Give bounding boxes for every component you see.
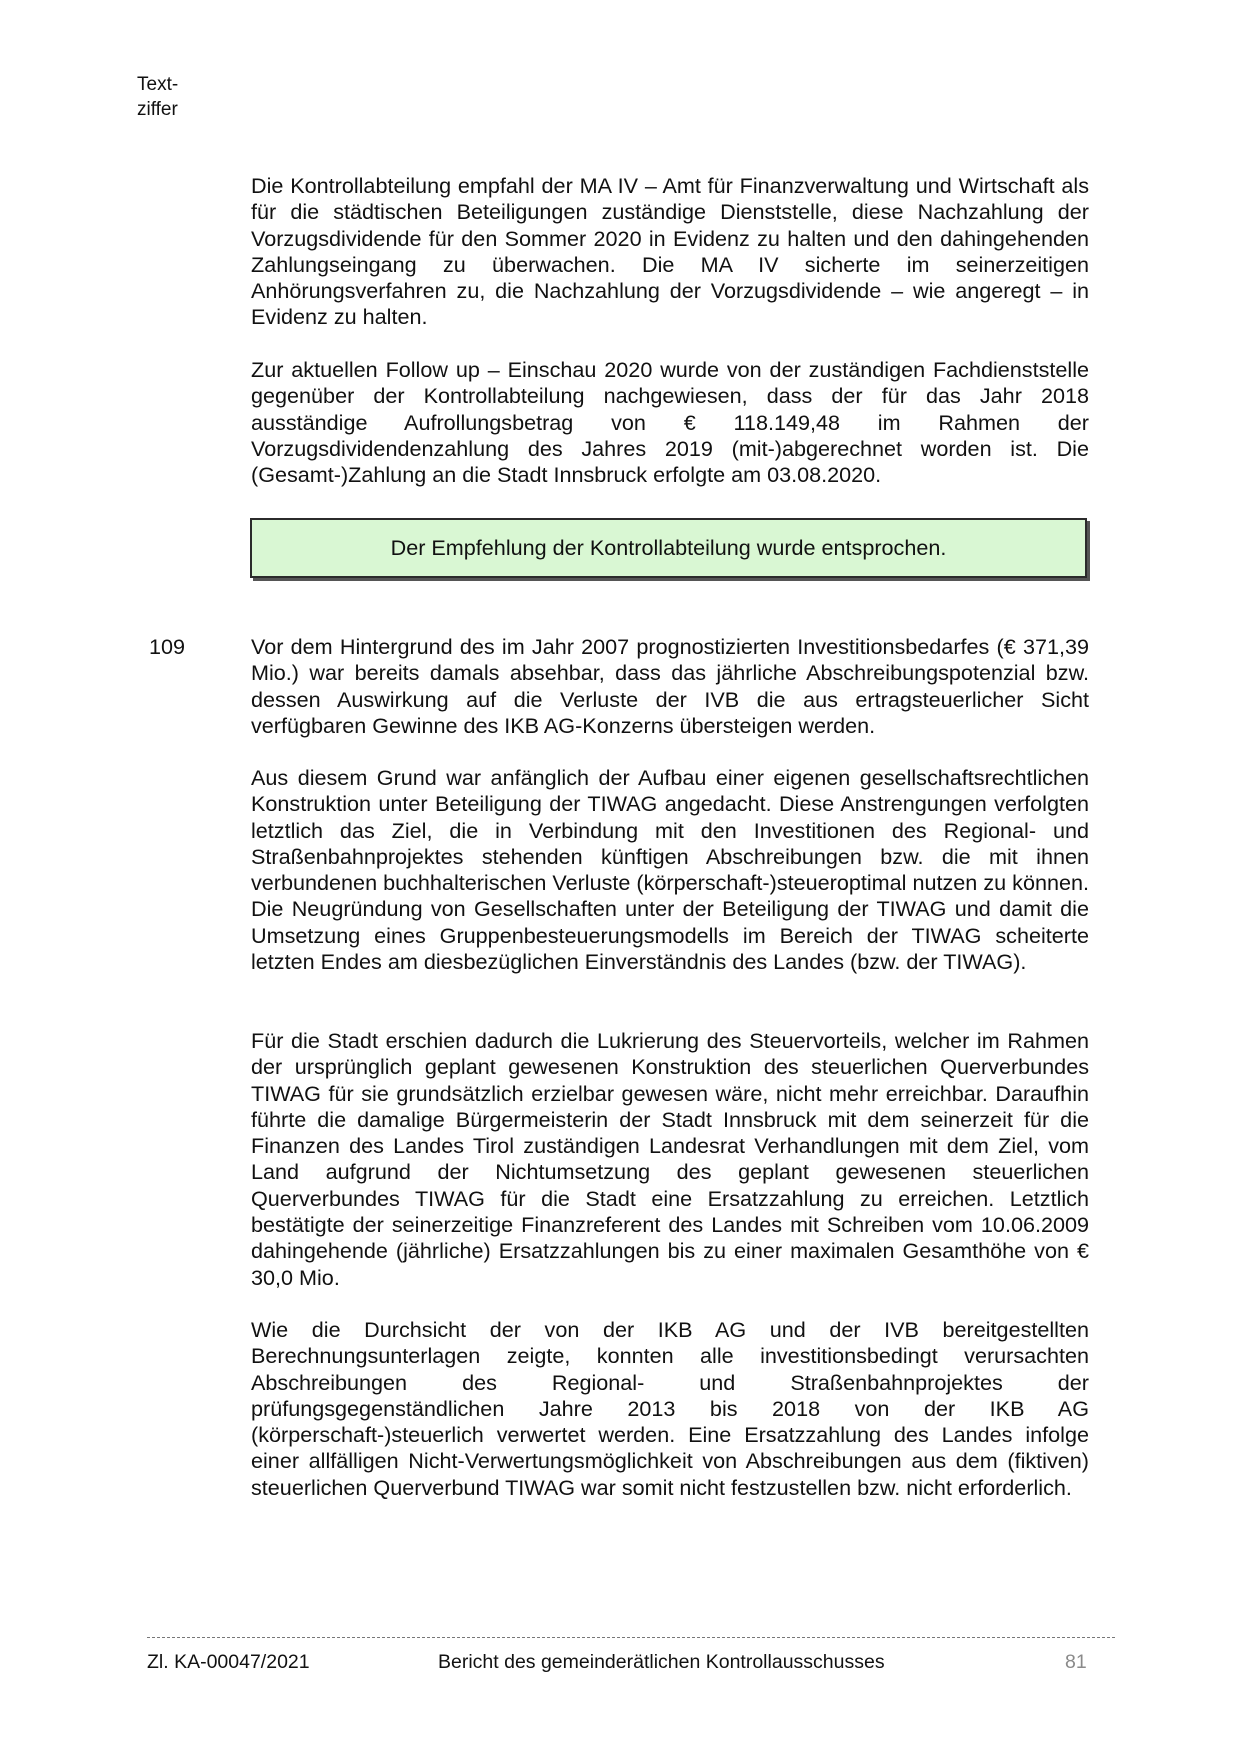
- paragraph-recommendation: Die Kontrollabteilung empfahl der MA IV – Amt für Finanzverwaltung und Wirtschaft als für die städtischen Beteiligungen zuständige Dienststelle, diese Nachzahlung der Vorzugsdividende für den Sommer 2020 in Evidenz zu halten und den dahingehenden Zahlungseingang zu überwachen. Die MA IV sicherte im seinerzeitigen Anhörungsverfahren zu, die Nachzahlung der Vorzugsdividende – wie angeregt – in Evidenz zu halten.: [251, 173, 1089, 330]
- footer-divider: [147, 1637, 1115, 1638]
- paragraph-compensation-payment: Für die Stadt erschien dadurch die Lukrierung des Steuervorteils, welcher im Rahmen der ursprünglich geplant gewesenen Konstruktion des steuerlichen Querverbundes TIWAG für sie grundsätzlich erzielbar gewesen wäre, nicht mehr erreichbar. Daraufhin führte die damalige Bürgermeisterin der Stadt Innsbruck mit dem seinerzeit für die Finanzen des Landes Tirol zuständigen Landesrat Verhandlungen mit dem Ziel, vom Land aufgrund der Nichtumsetzung des geplant gewesenen steuerlichen Querverbundes TIWAG für die Stadt eine Ersatzzahlung zu erreichen. Letztlich bestätigte der seinerzeitige Finanzreferent des Landes mit Schreiben vom 10.06.2009 dahingehende (jährliche) Ersatzzahlungen bis zu einer maximalen Gesamthöhe von € 30,0 Mio.: [251, 1028, 1089, 1290]
- recommendation-status-box: [250, 518, 1087, 578]
- footer-page-number: 81: [1065, 1651, 1087, 1673]
- footer-reference: Zl. KA-00047/2021: [147, 1651, 310, 1673]
- paragraph-review-result: Wie die Durchsicht der von der IKB AG und der IVB bereitgestellten Berechnungsunterlagen zeigte, konnten alle investitionsbedingt verursachten Abschreibungen des Regional- und Straßenbahnprojektes der prüfungsgegenständlichen Jahre 2013 bis 2018 von der IKB AG (körperschaft-)steuerlich verwertet werden. Eine Ersatzzahlung des Landes infolge einer allfälligen Nicht-Verwertungsmöglichkeit von Abschreibungen aus dem (fiktiven) steuerlichen Querverbund TIWAG war somit nicht festzustellen bzw. nicht erforderlich.: [251, 1317, 1089, 1500]
- textziffer-number: 109: [149, 634, 186, 659]
- paragraph-investment-background: Vor dem Hintergrund des im Jahr 2007 prognostizierten Investitionsbedarfes (€ 371,39 Mio.) war bereits damals absehbar, dass das jährliche Abschreibungspotenzial bzw. dessen Auswirkung auf die Verluste der IVB die aus ertragsteuerlicher Sicht verfügbaren Gewinne des IKB AG-Konzerns übersteigen werden.: [251, 634, 1089, 738]
- margin-label-line2: ziffer: [137, 99, 178, 120]
- recommendation-status-text: Der Empfehlung der Kontrollabteilung wurde entsprochen.: [390, 535, 947, 560]
- footer-report-title: Bericht des gemeinderätlichen Kontrollausschusses: [438, 1651, 885, 1673]
- paragraph-tiwag-construction: Aus diesem Grund war anfänglich der Aufbau einer eigenen gesellschaftsrechtlichen Konstruktion unter Beteiligung der TIWAG angedacht. Diese Anstrengungen verfolgten letztlich das Ziel, die in Verbindung mit den Investitionen des Regional- und Straßenbahnprojektes stehenden künftigen Abschreibungen bzw. die mit ihnen verbundenen buchhalterischen Verluste (körperschaft-)steueroptimal nutzen zu können. Die Neugründung von Gesellschaften unter der Beteiligung der TIWAG und damit die Umsetzung eines Gruppenbesteuerungsmodells im Bereich der TIWAG scheiterte letzten Endes am diesbezüglichen Einverständnis des Landes (bzw. der TIWAG).: [251, 765, 1089, 975]
- margin-label-line1: Text-: [137, 74, 179, 95]
- textziffer-column-label: [137, 72, 178, 122]
- paragraph-follow-up: Zur aktuellen Follow up – Einschau 2020 wurde von der zuständigen Fachdienststelle gegenüber der Kontrollabteilung nachgewiesen, dass der für das Jahr 2018 ausständige Aufrollungsbetrag von € 118.149,48 im Rahmen der Vorzugsdividendenzahlung des Jahres 2019 (mit-)abgerechnet worden ist. Die (Gesamt-)Zahlung an die Stadt Innsbruck erfolgte am 03.08.2020.: [251, 357, 1089, 488]
